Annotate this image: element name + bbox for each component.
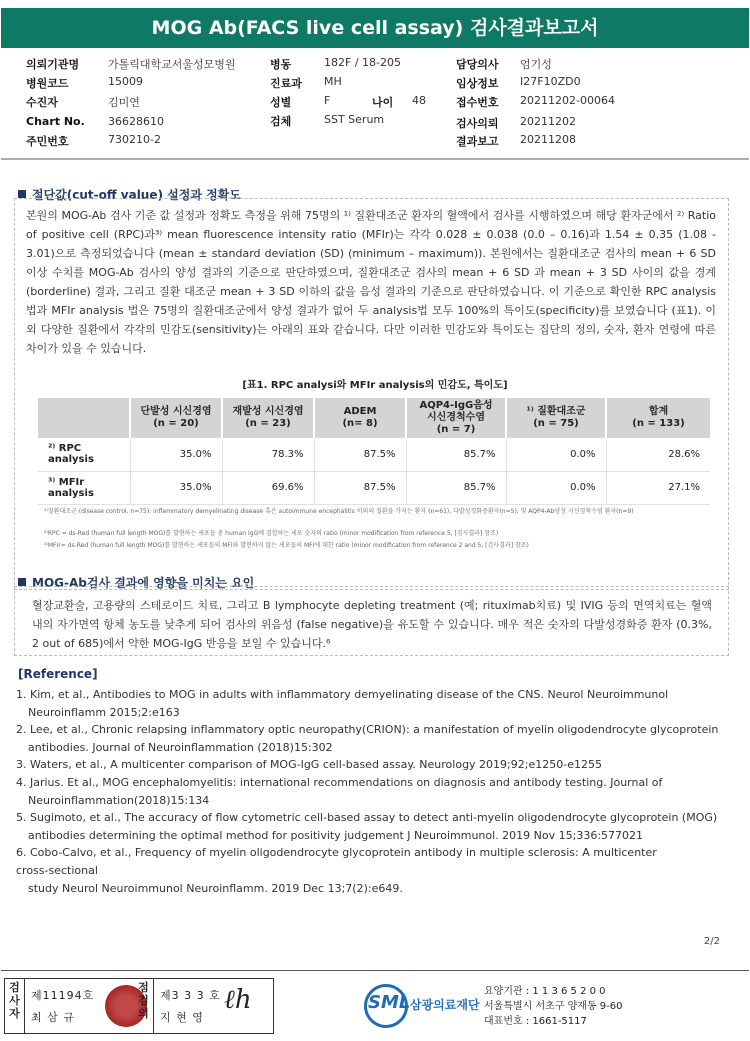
table-cell: 35.0% [130, 438, 222, 471]
table-caption: [표1. RPC analysi와 MFIr analysis의 민감도, 특이도] [242, 380, 508, 391]
reviewer-info [160, 985, 221, 1029]
info-label: 검체 [270, 115, 292, 128]
footnote: ²⁾RPC = ds-Red (human full length MOG)를 발현하는 세포들 중 human IgG에 결합하는 세포 숫자의 ratio (minor modification from reference 5, [검사결과] 참조) [44, 530, 499, 537]
tester-license: 제11194호 [31, 989, 95, 1002]
table-row [38, 438, 710, 471]
row-label: ²⁾ RPC analysis [38, 438, 130, 471]
info-value: 20211202 [520, 115, 576, 128]
lab-contact [484, 984, 623, 1029]
lab-address: 서울특별시 서초구 양재동 9-60 [484, 1001, 623, 1012]
sensitivity-table [38, 398, 710, 505]
info-label: 나이 [372, 96, 394, 109]
table-header-row [38, 398, 710, 438]
table-header-cell: ¹⁾ 질환대조군 (n = 75) [506, 398, 606, 438]
info-value: 15009 [108, 75, 143, 88]
info-label: 의뢰기관명 [26, 58, 80, 71]
table-cell: 0.0% [506, 471, 606, 504]
table-cell: 87.5% [314, 471, 406, 504]
footnote: ¹⁾질환대조군 (disease control, n=75): inflammatory demyelinating disease 혹은 autoimmune encephalitis 이외의 질환을 가지는 환자 (n=61), 다발성경화증환자(n=5), 및 AQP4-Ab양성 시신경척수염 환자(n=9) [44, 508, 634, 515]
table-cell: 28.6% [606, 438, 710, 471]
reference-item: 1. Kim, et al., Antibodies to MOG in adults with inflammatory demyelinating disease of the CNS. Neurol Neuroimmunol Neuroinflamm 2015;2:e163 [16, 688, 669, 719]
footnote: ³⁾MFIr= ds-Red (human full length MOG)를 발현하는 세포들의 MFI와 발현하지 않는 세포들의 MFI에 대한 ratio (minor modification from reference 2 and 5, [검사결과] 참조) [44, 542, 529, 549]
cutoff-paragraph: 본원의 MOG-Ab 검사 기준 값 설정과 정확도 측정을 위해 75명의 ¹⁾ 질환대조군 환자의 혈액에서 검사를 시행하였으며 해당 환자군에서 ²⁾ Ratio of positive cell (RPC)과³⁾ mean fluorescence intensity ratio (MFIr)는 각각 0.028 ± 0.038 (0.0 – 0.16)과 1.54 ± 0.35 (1.08 - 3.01)으로 측정되었습니다 (mean ± standard deviation (SD) (minimum – maximum)). 본원에서는 질환대조군 검사의 mean + 6 SD 이상 수치를 MOG-Ab 검사의 양성 결과의 기준으로 판단하였으며, 질환대조군 검사의 mean + 6 SD 과 mean + 3 SD 사이의 값을 경계 (borderline) 결과, 그리고 질환 대조군 mean + 3 SD 이하의 값을 음성 결과의 기준으로 판단하였습니다. 이 기준으로 확인한 RPC analysis 법과 MFIr analysis 법은 75명의 질환대조군에서 양성 결과가 없어 두 analysis법 모두 100%의 특이도(specificity)를 보였습니다 (표1). 이 외 다양한 질환에서 각각의 민감도(sensitivity)는 아래의 표와 같습니다. 다만 이러한 민감도와 특이도는 집단의 정의, 숫자, 환자 연령에 따른 차이가 있을 수 있습니다. [26, 209, 716, 355]
info-label: 임상정보 [456, 77, 499, 90]
info-value: F [324, 94, 331, 107]
info-value: 36628610 [108, 115, 164, 128]
info-value: 182F / 18-205 [324, 56, 401, 69]
handwritten-signature-icon: ℓh [224, 985, 252, 1015]
bullet-square-icon [18, 190, 26, 198]
info-label: 주민번호 [26, 135, 69, 148]
info-label: 담당의사 [456, 58, 499, 71]
reference-item: 2. Lee, et al., Chronic relapsing inflammatory optic neuropathy(CRION): a manifestation of myelin oligodendrocyte glycoprotein antibodies. Journal of Neuroinflammation (2018)15:302 [16, 723, 719, 754]
tester-signature-box [4, 978, 154, 1034]
reviewer-license: 제3 3 3 호 [160, 989, 221, 1002]
table-cell: 69.6% [222, 471, 314, 504]
table-header-cell: 합계 (n = 133) [606, 398, 710, 438]
table-cell: 87.5% [314, 438, 406, 471]
table-row [38, 471, 710, 504]
reference-item: 5. Sugimoto, et al., The accuracy of flow cytometric cell-based assay to detect anti-myelin oligodendrocyte glycoprotein (MOG) antibodies determining the optimal method for positivity judgement J Neuroimmunol. 2019 Nov 15;336:577021 [16, 811, 718, 842]
table-header-cell: ADEM (n= 8) [314, 398, 406, 438]
page-number: 2/2 [703, 936, 720, 947]
lab-name: 삼광의료재단 [410, 998, 480, 1012]
reviewer-signature-box [134, 978, 274, 1034]
table-header-cell [38, 398, 130, 438]
info-value: 가톨릭대학교서울성모병원 [108, 58, 236, 71]
reference-item: 6. Cobo-Calvo, et al., Frequency of myelin oligodendrocyte glycoprotein antibody in multiple sclerosis: A multicenter cross-sectional study Neurol Neuroimmunol Neuroinflamm. 2019 Dec 13;7(2):e649. [16, 846, 657, 895]
lab-code: 요양기관 : 1 1 3 6 5 2 0 0 [484, 986, 606, 997]
table-cell: 35.0% [130, 471, 222, 504]
info-label: 병동 [270, 58, 292, 71]
table-cell: 85.7% [406, 438, 506, 471]
info-label: 진료과 [270, 77, 302, 90]
table-header-cell: AQP4-IgG음성 시신경척수염 (n = 7) [406, 398, 506, 438]
reviewer-heading: 점검의 [134, 979, 154, 1033]
header-divider [1, 158, 749, 160]
reference-item: 4. Jarius. Et al., MOG encephalomyelitis: international recommendations on diagnosis and antibody testing. Journal of Neuroinflammation(2018)15:134 [16, 775, 663, 807]
logo-text: SML [368, 992, 411, 1013]
table-cell: 85.7% [406, 471, 506, 504]
info-label: 병원코드 [26, 77, 69, 90]
table-header-cell: 재발성 시신경염 (n = 23) [222, 398, 314, 438]
info-value: 김미연 [108, 96, 140, 109]
info-label: Chart No. [26, 115, 85, 128]
reference-item: 3. Waters, et al., A multicenter comparison of MOG-IgG cell-based assay. Neurology 2019;92;e1250-e1255 [16, 758, 602, 772]
bullet-square-icon [18, 578, 26, 586]
info-value: SST Serum [324, 113, 385, 126]
info-value: 48 [412, 94, 426, 107]
report-title: MOG Ab(FACS live cell assay) 검사결과보고서 [1, 8, 749, 48]
info-label: 결과보고 [456, 135, 499, 148]
info-value: 엄기성 [520, 58, 552, 71]
section-title-text: MOG-Ab검사 결과에 영향을 미치는 요인 [32, 576, 255, 590]
factors-paragraph: 혈장교환술, 고용량의 스테로이드 치료, 그리고 B lymphocyte depleting treatment (예; rituximab치료) 및 IVIG 등의 면역치료는 혈액 내의 자가면역 항체 농도를 낮추게 되어 검사의 위음성 (false negative)을 유도할 수 있습니다. 매우 적은 숫자의 다발성경화증 환자 (0.3%, 2 out of 685)에서 약한 MOG-IgG 반응을 보일 수 있습니다.⁶ [32, 599, 712, 650]
reviewer-name: 지 현 영 [160, 1011, 204, 1024]
info-value: 730210-2 [108, 133, 161, 146]
references-list [16, 686, 736, 897]
tester-heading: 검사자 [5, 979, 25, 1033]
table-cell: 27.1% [606, 471, 710, 504]
info-label: 성별 [270, 96, 292, 109]
table-cell: 0.0% [506, 438, 606, 471]
references-title: [Reference] [18, 667, 98, 681]
info-value: MH [324, 75, 342, 88]
info-value: I27F10ZD0 [520, 75, 581, 88]
lab-phone: 대표번호 : 1661-5117 [484, 1016, 587, 1027]
tester-info [31, 985, 94, 1029]
section-title-text: 절단값(cut-off value) 설정과 정확도 [32, 188, 241, 202]
info-label: 수진자 [26, 96, 58, 109]
info-label: 검사의뢰 [456, 117, 499, 130]
tester-name: 최 삼 규 [31, 1011, 75, 1024]
info-value: 20211202-00064 [520, 94, 615, 107]
row-label: ³⁾ MFIr analysis [38, 471, 130, 504]
footer-divider [1, 970, 749, 971]
info-label: 접수번호 [456, 96, 499, 109]
table-cell: 78.3% [222, 438, 314, 471]
table-header-cell: 단발성 시신경염 (n = 20) [130, 398, 222, 438]
info-value: 20211208 [520, 133, 576, 146]
